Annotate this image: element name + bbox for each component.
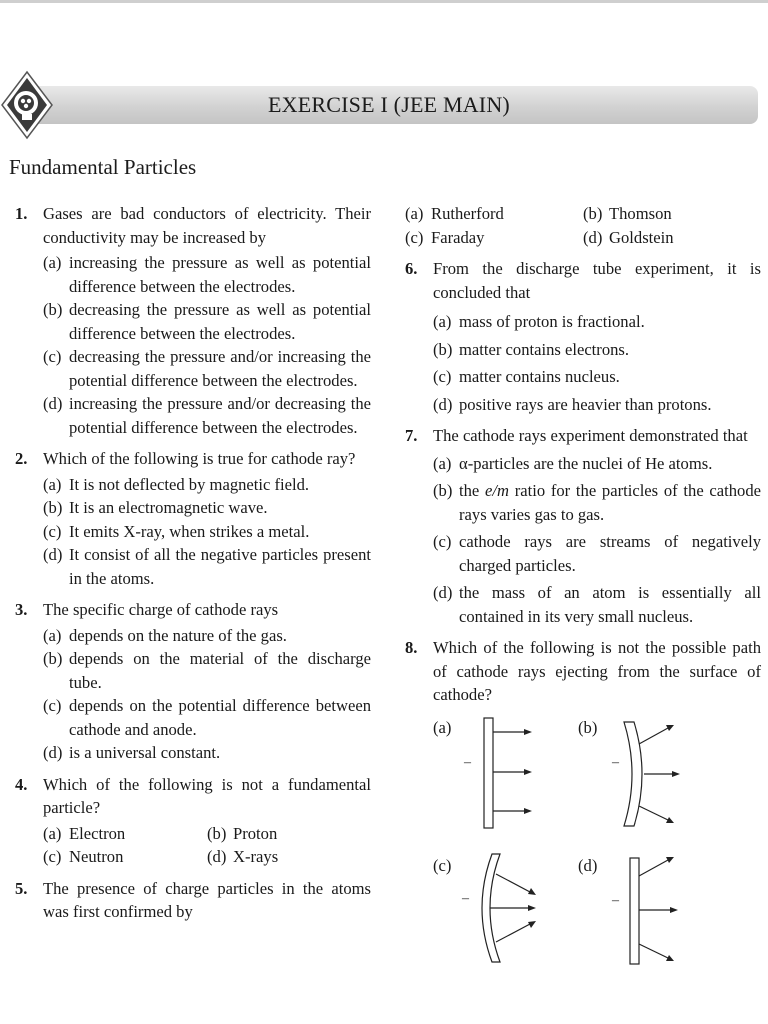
option bbox=[43, 694, 371, 741]
question-text: Which of the following is true for cathode ray? bbox=[43, 449, 356, 468]
question-number: 2. bbox=[15, 449, 28, 468]
option-text: It emits X-ray, when strikes a metal. bbox=[69, 521, 310, 541]
option-text: the bbox=[459, 481, 486, 500]
figure-label-c: (c) bbox=[433, 856, 452, 875]
cathode-figure-c bbox=[456, 852, 546, 968]
option-text: ratio for the particles of the cathode rays varies gas to gas. bbox=[459, 481, 762, 524]
option bbox=[43, 345, 371, 392]
figure-label-b: (b) bbox=[578, 718, 598, 737]
option bbox=[43, 473, 371, 497]
option bbox=[43, 520, 371, 544]
option-label: (a) bbox=[433, 312, 452, 331]
top-border bbox=[0, 0, 768, 3]
option bbox=[433, 365, 761, 389]
ray-arrows bbox=[639, 857, 678, 961]
option-text-italic: e/m bbox=[485, 481, 509, 500]
option-text: depends on the nature of the gas. bbox=[69, 625, 287, 645]
option-label: (b) bbox=[433, 481, 453, 500]
option bbox=[43, 543, 371, 590]
option-text: Neutron bbox=[69, 847, 124, 866]
option-label: (b) bbox=[43, 300, 63, 319]
option-label: (d) bbox=[207, 847, 227, 866]
question-1 bbox=[15, 202, 371, 439]
option bbox=[43, 624, 371, 648]
option-label: (c) bbox=[43, 696, 62, 715]
question-5-options bbox=[405, 202, 761, 249]
option-label: (d) bbox=[43, 743, 63, 762]
option-label: (a) bbox=[43, 625, 62, 645]
option bbox=[433, 393, 761, 417]
question-number: 7. bbox=[405, 426, 418, 445]
question-6 bbox=[405, 257, 761, 416]
option-text: increasing the pressure as well as potential difference between the electrodes. bbox=[69, 253, 371, 296]
option-label: (d) bbox=[43, 394, 63, 413]
option-label: (b) bbox=[43, 498, 63, 517]
option-label: (a) bbox=[43, 474, 62, 494]
right-column bbox=[405, 202, 761, 715]
question-text: The cathode rays experiment demonstrated that bbox=[433, 426, 748, 445]
option-label: (c) bbox=[43, 847, 62, 866]
question-8 bbox=[405, 636, 761, 707]
question-number: 5. bbox=[15, 878, 28, 898]
exercise-banner bbox=[20, 86, 758, 124]
ray-arrows bbox=[639, 725, 680, 823]
option-label: (d) bbox=[583, 227, 603, 247]
option-label: (d) bbox=[43, 545, 63, 564]
cathode-figure-b bbox=[606, 716, 686, 832]
option-label: (d) bbox=[433, 583, 453, 602]
question-text: Gases are bad conductors of electricity. Their conductivity may be increased by bbox=[43, 204, 371, 247]
option-text: positive rays are heavier than protons. bbox=[459, 394, 712, 414]
left-column bbox=[15, 202, 371, 932]
option bbox=[433, 310, 761, 334]
question-number: 8. bbox=[405, 638, 418, 657]
question-5 bbox=[15, 877, 371, 924]
figure-label-a: (a) bbox=[433, 718, 452, 737]
option-text: α-particles are the nuclei of He atoms. bbox=[459, 453, 713, 473]
cathode-plate-curved bbox=[624, 722, 642, 826]
minus-sign: – bbox=[612, 893, 619, 908]
question-text: The specific charge of cathode rays bbox=[43, 600, 279, 619]
option bbox=[43, 392, 371, 439]
option bbox=[43, 647, 371, 694]
option-text: depends on the material of the discharge tube. bbox=[69, 649, 371, 692]
question-text: Which of the following is not a fundamental particle? bbox=[43, 774, 371, 817]
option-label: (c) bbox=[405, 227, 424, 247]
option bbox=[433, 338, 761, 362]
option bbox=[405, 226, 583, 250]
option-text: is a universal constant. bbox=[69, 743, 221, 762]
option-text: decreasing the pressure and/or increasing the potential difference between the electrodes. bbox=[69, 347, 371, 390]
option-text: Rutherford bbox=[431, 204, 504, 223]
cathode-plate bbox=[484, 718, 493, 828]
option-label: (a) bbox=[43, 253, 62, 272]
minus-sign: – bbox=[612, 755, 619, 770]
option-label: (b) bbox=[207, 823, 227, 843]
option-text: It consist of all the negative particles present in the atoms. bbox=[69, 545, 371, 588]
cathode-figure-a bbox=[458, 716, 538, 832]
option-text: Electron bbox=[69, 823, 126, 843]
option-text: Thomson bbox=[609, 204, 672, 223]
option bbox=[583, 226, 761, 250]
option-label: (a) bbox=[405, 204, 424, 223]
question-number: 6. bbox=[405, 259, 418, 278]
option-text: Goldstein bbox=[609, 227, 674, 247]
question-4 bbox=[15, 773, 371, 869]
question-3 bbox=[15, 598, 371, 765]
option bbox=[43, 496, 371, 520]
option-label: (a) bbox=[433, 453, 452, 473]
option-text: It is an electromagnetic wave. bbox=[69, 498, 268, 517]
option bbox=[43, 845, 207, 869]
question-number: 4. bbox=[15, 774, 28, 794]
cathode-plate bbox=[630, 858, 639, 964]
option-text: mass of proton is fractional. bbox=[459, 312, 645, 331]
question-text: The presence of charge particles in the atoms was first confirmed by bbox=[43, 878, 371, 921]
question-text: Which of the following is not the possible path of cathode rays ejecting from the surface of cathode? bbox=[433, 638, 761, 704]
option-label: (c) bbox=[433, 367, 452, 386]
option-label: (b) bbox=[43, 649, 63, 668]
option bbox=[43, 741, 371, 765]
option bbox=[433, 452, 761, 476]
option bbox=[433, 479, 761, 526]
ray-arrows bbox=[493, 729, 532, 814]
section-title: Fundamental Particles bbox=[9, 155, 197, 179]
minus-sign: – bbox=[462, 891, 469, 906]
option bbox=[43, 298, 371, 345]
option bbox=[433, 581, 761, 628]
option-text: matter contains nucleus. bbox=[459, 367, 620, 386]
option-label: (c) bbox=[433, 532, 452, 551]
brain-head-icon bbox=[0, 70, 54, 140]
option-text: decreasing the pressure as well as potential difference between the electrodes. bbox=[69, 300, 371, 343]
option bbox=[43, 822, 207, 846]
option bbox=[43, 251, 371, 298]
option-text: It is not deflected by magnetic field. bbox=[69, 474, 310, 494]
option-text: Faraday bbox=[431, 227, 485, 247]
option-label: (a) bbox=[43, 823, 62, 843]
question-text: From the discharge tube experiment, it is concluded that bbox=[433, 259, 761, 302]
minus-sign: – bbox=[464, 755, 471, 770]
option-label: (b) bbox=[433, 339, 453, 359]
option-label: (c) bbox=[43, 521, 62, 541]
question-number: 1. bbox=[15, 204, 28, 223]
option-text: the mass of an atom is essentially all contained in its very small nucleus. bbox=[459, 583, 761, 626]
figure-label-d: (d) bbox=[578, 856, 598, 875]
option bbox=[207, 822, 371, 846]
exercise-title: EXERCISE I (JEE MAIN) bbox=[268, 92, 510, 117]
option-label: (c) bbox=[43, 347, 62, 366]
option-text: Proton bbox=[233, 823, 278, 843]
option bbox=[405, 202, 583, 226]
option-text: increasing the pressure and/or decreasing the potential difference between the electrodes. bbox=[69, 394, 371, 437]
option-text: matter contains electrons. bbox=[459, 339, 630, 359]
cathode-figure-d bbox=[608, 852, 688, 968]
option-text: cathode rays are streams of negatively charged particles. bbox=[459, 532, 761, 575]
option bbox=[583, 202, 761, 226]
option bbox=[433, 530, 761, 577]
option-text: X-rays bbox=[233, 847, 279, 866]
question-7 bbox=[405, 424, 761, 628]
ray-arrows bbox=[490, 874, 536, 942]
option bbox=[207, 845, 371, 869]
option-label: (b) bbox=[583, 204, 603, 223]
option-text: depends on the potential difference between cathode and anode. bbox=[69, 696, 371, 739]
question-number: 3. bbox=[15, 600, 28, 619]
option-label: (d) bbox=[433, 394, 453, 414]
question-2 bbox=[15, 447, 371, 590]
